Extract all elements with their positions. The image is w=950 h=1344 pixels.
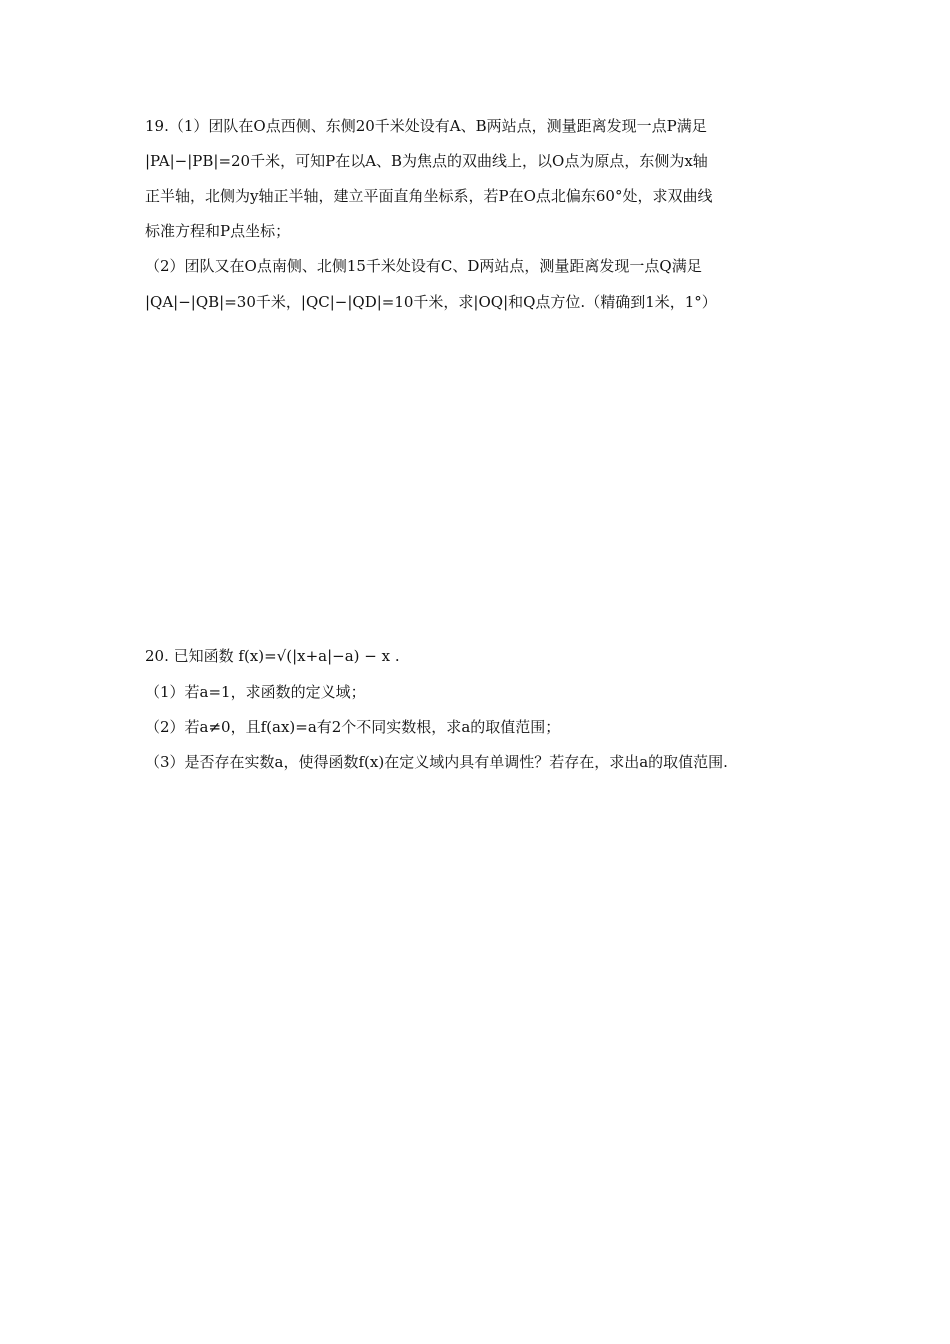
question-20-part-3: （3）是否存在实数a，使得函数f(x)在定义域内具有单调性？若存在，求出a的取值范围. [145,753,728,771]
question-19-line: |PA|−|PB|=20千米，可知P在以A、B为焦点的双曲线上，以O点为原点，东侧为x轴 [145,152,708,170]
question-20-stem: 20. 已知函数 f(x)=√(|x+a|−a) − x . [145,647,400,665]
question-19-line: 正半轴，北侧为y轴正半轴，建立平面直角坐标系，若P在O点北偏东60°处，求双曲线 [145,187,713,205]
question-19-line: 19.（1）团队在O点西侧、东侧20千米处设有A、B两站点，测量距离发现一点P满足 [145,117,707,135]
question-19-part-2-line: （2）团队又在O点南侧、北侧15千米处设有C、D两站点，测量距离发现一点Q满足 [145,257,702,275]
question-19-part-2-line: |QA|−|QB|=30千米，|QC|−|QD|=10千米，求|OQ|和Q点方位.（精确到1米，1°） [145,293,717,311]
question-20-part-1: （1）若a=1，求函数的定义域； [145,683,366,701]
question-20-part-2: （2）若a≠0，且f(ax)=a有2个不同实数根，求a的取值范围； [145,718,561,736]
question-19-line: 标准方程和P点坐标； [145,222,291,240]
